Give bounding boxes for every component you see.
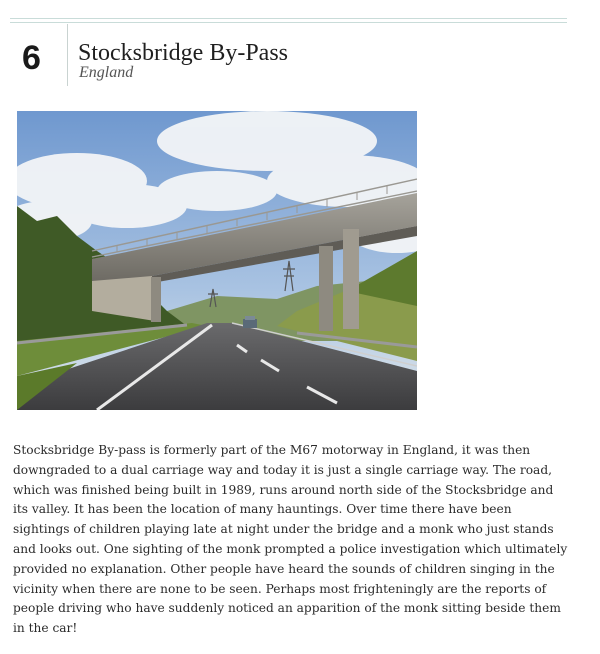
entry-title: Stocksbridge By-Pass xyxy=(78,40,288,66)
bridge-photo-illustration xyxy=(17,111,417,410)
rank-divider xyxy=(67,24,68,86)
entry-location: England xyxy=(79,64,134,81)
article-body: Stocksbridge By-pass is formerly part of the M67 motorway in England, it was then downgraded to a dual carriage way and today it is just a single carriage way. The road, which was finished being built in 1989, runs around north side of the Stocksbridge and its valley. It has been the location of many hauntings. Over time there have been sightings of children playing late at night under the bridge and a monk who just stands and looks out. One sighting of the monk prompted a police investigation which ultimately provided no explanation. Other people have heard the sounds of children singing in the vicinity when there are none to be seen. Perhaps most frighteningly are the reports of people driving who have suddenly noticed an apparition of the monk sitting beside them in the car! xyxy=(13,443,568,636)
entry-header xyxy=(10,24,567,86)
entry-photo xyxy=(17,111,417,410)
top-divider xyxy=(10,18,567,23)
entry-rank: 6 xyxy=(22,39,41,77)
